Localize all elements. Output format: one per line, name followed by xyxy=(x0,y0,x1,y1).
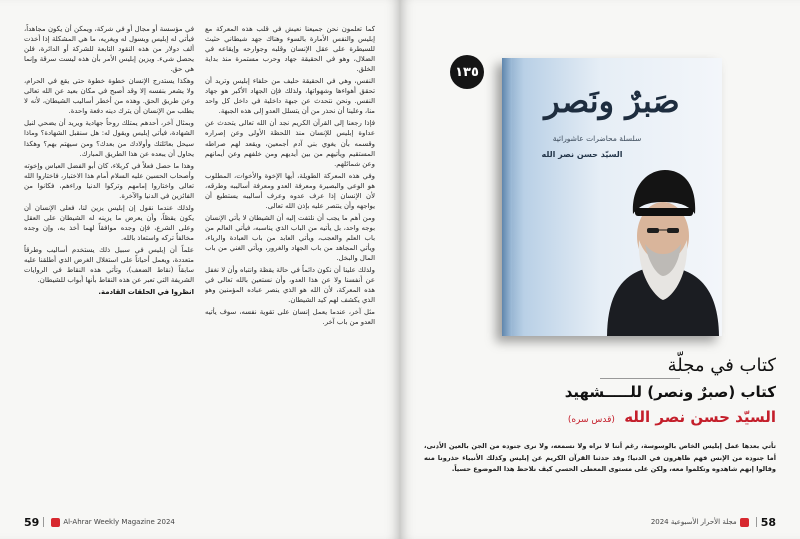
magazine-logo-icon xyxy=(51,518,60,527)
article-author xyxy=(568,408,776,426)
paragraph: وفي هذه المعركة الطويلة، أيها الإخوة والأخوات، المطلوب هو الوعي والبصيرة ومعرفة العدو ومعرفة أساليبه وطرقه، لأن الإنسان إذا عرف عدوه وعرف أساليبه يستطيع أن يواجهه وأن ينتصر عليه بإذن الله تعالى. xyxy=(205,171,375,210)
magazine-name: مجلة الأحرار الأسبوعية 2024 xyxy=(650,518,737,526)
continuation-note: انظروا في الحلقات القادمة. xyxy=(98,288,194,297)
paragraph: كما تعلمون نحن جميعنا نعيش في قلب هذه المعركة مع إبليس والنفس الأمارة بالسوء وهناك جهد شيطاني حثيث للسيطرة على عقل الإنسان وقلبه وجوارحه وإيقاعه في الضلال، وهو في الحقيقة جهاد وحرب مستمرة منذ بداية الخلق. xyxy=(205,25,375,74)
book-cover xyxy=(502,58,722,336)
article-title-text: كتاب (صبرٌ ونصر) للـــــشهيد xyxy=(564,383,776,401)
paragraph: علماً أن إبليس في سبيل ذلك يستخدم أساليب وطرقاً متعددة، ويعمل أحياناً على استغلال الغرض الذي أطلقنا عليه سابقاً (نقاط الضعف)، وتأتي هذه النقاط في الروايات الشريفة التي تعبر عن هذه النقاط بأنها أبواب للشيطان. xyxy=(24,245,194,285)
paragraph: النفس، وهي في الحقيقة حليف من حلفاء إبليس وتريد أن تحقق أهواءها وشهواتها، ولذلك فإن الجهاد الأكبر هو جهاد النفس. ونحن نتحدث عن جبهة داخلية في داخل كل واحد منا، وعلينا أن نحذر من أن يتسلل العدو إلى هذه الجبهة. xyxy=(205,77,375,116)
paragraph: ومن أهم ما يجب أن نلتفت إليه أن الشيطان لا يأتي الإنسان بوجه واحد، بل يأتيه من الباب الذي يناسبه، فيأتي العالم من باب العلم والعجب، ويأتي العابد من باب العبادة والرياء، ويأتي المجاهد من باب الجهاد والغرور، ويأتي الغني من باب المال والبخل. xyxy=(205,213,375,263)
text-column-right xyxy=(205,24,375,489)
page-footer xyxy=(24,515,175,529)
right-page xyxy=(400,0,800,539)
footer-divider xyxy=(756,517,757,527)
text-column-left xyxy=(24,24,194,489)
magazine-name: Al-Ahrar Weekly Magazine 2024 xyxy=(63,518,175,526)
magazine-logo-icon xyxy=(740,518,749,527)
issue-badge: ١٣٥ xyxy=(450,55,484,89)
paragraph: وهكذا يستدرج الإنسان خطوة خطوة حتى يقع في الحرام، ولا يشعر بنفسه إلا وقد أصبح في مكان بعيد عن الله تعالى وعن طريق الحق. وهذه من أخطر أساليب الشيطان، لأنه لا يطلب من الإنسان أن يترك دينه دفعة واحدة. xyxy=(24,77,194,116)
paragraph: وهذا ما حصل فعلاً في كربلاء، كان أبو الفضل العباس وإخوته وأصحاب الحسين عليه السلام أمام هذا الاختبار، فاختاروا الله تعالى واختاروا إمامهم وتركوا الدنيا وراءهم، فكانوا من الفائزين في الدنيا والآخرة. xyxy=(24,161,194,200)
author-name: السيّد حسن نصر الله xyxy=(624,408,776,426)
section-kicker: كتاب في مجلّة xyxy=(667,355,776,376)
author-honorific: (قدس سره) xyxy=(567,415,615,425)
book-title: صَبرٌ ونَصر xyxy=(544,82,680,120)
book-author: السيّد حسن نصر الله xyxy=(541,150,623,159)
paragraph: ولذلك علينا أن نكون دائماً في حالة يقظة وانتباه وأن لا نغفل عن أنفسنا ولا عن هذا العدو، وأن نستعين بالله تعالى في هذه المعركة، لأن الله هو الذي ينصر عباده المؤمنين وهو الذي يكشف لهم كيد الشيطان. xyxy=(205,266,375,305)
portrait-image xyxy=(597,148,722,336)
paragraph: ولذلك عندما نقول إن إبليس يزين لنا، فعلى الإنسان أن يكون يقظاً، وأن يعرض ما يزينه له الشيطان على العقل وعلى الشرع، فإن وجده موافقاً لهما أخذ به، وإن وجده مخالفاً تركه واستعاذ بالله. xyxy=(24,203,194,242)
page-number: 58 xyxy=(760,515,776,529)
footer-divider xyxy=(43,517,44,527)
article-title xyxy=(565,383,776,401)
book-subtitle: سلسلة محاضرات عاشورائية xyxy=(552,134,642,143)
kicker-divider xyxy=(600,378,680,379)
page-footer xyxy=(651,515,776,529)
paragraph: وبمثال آخر، أحدهم يمتلك روحاً جهادية ويريد أن يضحي لنيل الشهادة، فيأتي إبليس ويقول له: هل سنقبل الشهادة؟ وماذا سيحل بعائلتك وأولادك من بعدك؟ ومن سيهتم بهم؟ وهكذا يحاول أن يبعده عن هذا الطريق المبارك. xyxy=(24,119,194,158)
paragraph: مثل آخر، عندما يعمل إنسان على تقوية نفسه، سوف يأتيه العدو من باب آخر. xyxy=(205,308,375,327)
intro-paragraph: تأتي بعدها عمل إبليس الخاص بالوسوسة، رغم أننا لا نراه ولا نسمعه، ولا نرى جنوده من الجن بالعين الأدنى، أما جنوده من الإنس فهم ظاهرون في الدنيا؛ وقد حدثنا القرآن الكريم عن إبليس وكذلك الأنبياء حذرونا منه وقالوا إنهم شاهدوه وتكلموا معه، ولكن على مستوى المعطى الحسي كيف نلاحظ هذا الموضوع حسياً. xyxy=(424,442,776,473)
paragraph: فإذا رجعنا إلى القرآن الكريم نجد أن الله تعالى يتحدث عن عداوة إبليس للإنسان منذ اللحظة الأولى وعن إصراره وقسمه بأن يغوي بني آدم أجمعين، ويقعد لهم صراطه المستقيم ويأتيهم من بين أيديهم ومن خلفهم وعن أيمانهم وعن شمائلهم. xyxy=(205,119,375,168)
paragraph: في مؤسسة أو مجال أو في شركة، ويمكن أن يكون مجاهداً، فيأتي له إبليس ويسول له ويغريه، ما هي المشكلة إذا أخذت ألف دولار من هذه النقود التابعة للشركة أو الدائرة، فلن يحصل شيء. ويزين إبليس الأمر بأن هذه ليست سرقة وإنما هي حق. xyxy=(24,25,194,74)
page-number: 59 xyxy=(24,515,40,529)
